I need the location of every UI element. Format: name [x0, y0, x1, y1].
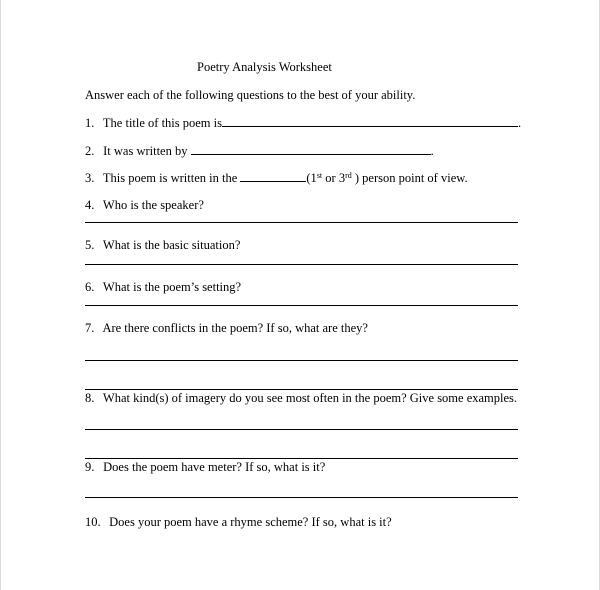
question-tail: .: [430, 144, 434, 158]
question-10: [85, 515, 392, 529]
page-edge-left: [0, 0, 1, 590]
question-8: [85, 391, 517, 405]
instructions: Answer each of the following questions to the best of your ability.: [85, 88, 416, 102]
question-number: 7.: [85, 321, 95, 335]
question-number: 1.: [85, 116, 95, 130]
question-9: [85, 460, 325, 474]
question-number: 9.: [85, 460, 95, 474]
question-text: The title of this poem is: [102, 116, 222, 130]
question-1: [85, 115, 521, 130]
question-text: Who is the speaker?: [102, 198, 204, 212]
question-number: 8.: [85, 391, 95, 405]
title-blank[interactable]: [222, 115, 518, 127]
question-number: 4.: [85, 198, 95, 212]
question-6: [85, 280, 241, 294]
answer-line-8a[interactable]: [85, 429, 518, 430]
answer-line-6[interactable]: [85, 305, 518, 306]
question-number: 6.: [85, 280, 95, 294]
question-3: [85, 170, 468, 185]
page-title: Poetry Analysis Worksheet: [197, 60, 332, 74]
question-text: What is the poem’s setting?: [102, 280, 242, 294]
pov-close: ) person point of view.: [351, 171, 468, 185]
author-blank[interactable]: [191, 143, 431, 155]
question-text: Does your poem have a rhyme scheme? If so, what is it?: [109, 515, 392, 529]
answer-line-9[interactable]: [85, 497, 518, 498]
question-7: [85, 321, 368, 335]
question-tail: .: [518, 116, 522, 130]
answer-line-7a[interactable]: [85, 360, 518, 361]
answer-line-4[interactable]: [85, 222, 518, 223]
pov-open: (1: [306, 171, 317, 185]
question-text: Are there conflicts in the poem? If so, what are they?: [102, 321, 368, 335]
question-text: It was written by: [103, 144, 188, 158]
point-of-view-blank[interactable]: [240, 170, 306, 182]
answer-line-8b[interactable]: [85, 458, 518, 459]
question-number: 5.: [85, 238, 95, 252]
question-number: 10.: [85, 515, 101, 529]
sup-rd: rd: [345, 171, 352, 180]
answer-line-7b[interactable]: [85, 389, 518, 390]
answer-line-5[interactable]: [85, 264, 518, 265]
question-text: This poem is written in the: [102, 171, 238, 185]
question-text: What kind(s) of imagery do you see most often in the poem? Give some examples.: [102, 391, 518, 405]
question-text: What is the basic situation?: [102, 238, 241, 252]
question-text: Does the poem have meter? If so, what is it?: [103, 460, 326, 474]
sup-st: st: [316, 171, 323, 180]
question-2: [85, 143, 434, 158]
question-number: 2.: [85, 144, 95, 158]
question-4: [85, 198, 204, 212]
pov-or: or 3: [322, 171, 346, 185]
question-5: [85, 238, 240, 252]
question-number: 3.: [85, 171, 95, 185]
